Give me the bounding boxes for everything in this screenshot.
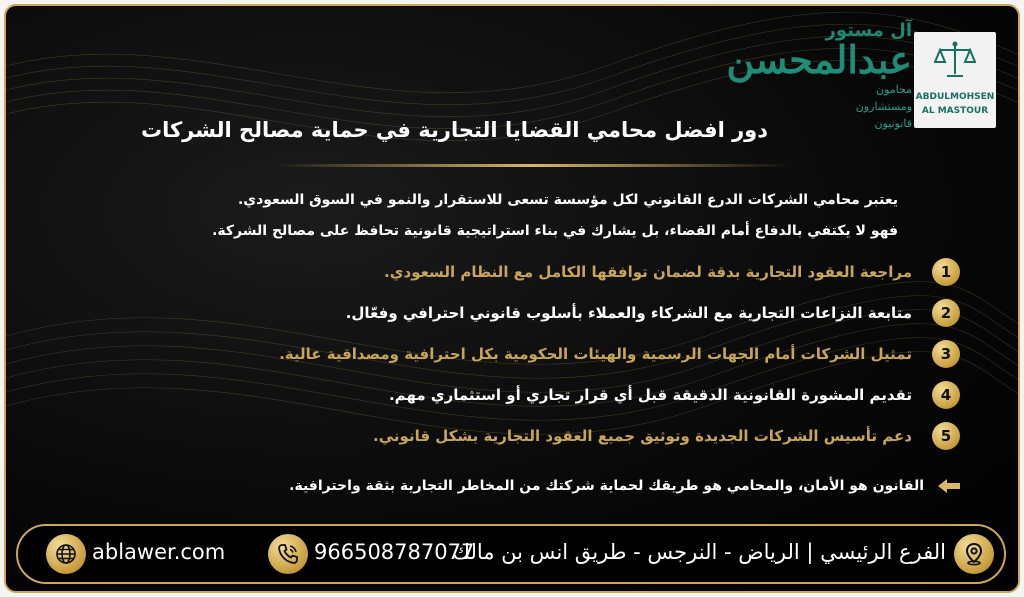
page-title: دور افضل محامي القضايا التجارية في حماية مصالح الشركات [140, 118, 768, 142]
item-number-badge: 2 [932, 299, 960, 327]
phone-number[interactable]: 966508787077 [314, 540, 475, 564]
intro-line-1: يعتبر محامي الشركات الدرع القانوني لكل مؤسسة تسعى للاستقرار والنمو في السوق السعودي. [237, 192, 898, 208]
firm-logo [726, 18, 1000, 130]
title-divider [272, 164, 792, 167]
poster [4, 4, 1020, 593]
logo-english [914, 90, 996, 118]
logo-arabic-sub-2: ومستشارون [855, 100, 912, 113]
logo-english-2: AL MASTOUR [921, 106, 989, 116]
closing-text: القانون هو الأمان، والمحامي هو طريقك لحماية شركتك من المخاطر التجارية بثقة واحترافية. [289, 478, 924, 494]
item-number-badge: 4 [932, 381, 960, 409]
logo-arabic-top: آل مستور [825, 20, 912, 41]
list-item-2 [346, 298, 960, 328]
list-item-1 [384, 257, 960, 287]
scales-of-justice-icon [934, 40, 976, 80]
item-text: مراجعة العقود التجارية بدقة لضمان توافقها الكامل مع النظام السعودي. [384, 263, 912, 281]
arrow-left-icon [938, 478, 960, 494]
logo-arabic-name: عبدالمحسن [726, 37, 912, 82]
logo-arabic-sub-1: محامون [876, 83, 912, 96]
logo-english-1: ABDULMOHSEN [915, 92, 995, 102]
logo-arabic-sub-3: قانونيون [874, 117, 912, 130]
branch-address: الفرع الرئيسي | الرياض - النرجس - طريق انس بن مالك [452, 540, 946, 564]
location-pin-icon [954, 534, 994, 574]
logo-emblem [914, 32, 996, 128]
list-item-4 [389, 380, 960, 410]
website-link[interactable]: ablawer.com [92, 540, 226, 564]
phone-icon [268, 534, 308, 574]
closing-statement [289, 474, 960, 498]
item-number-badge: 1 [932, 258, 960, 286]
globe-icon [46, 534, 86, 574]
item-text: دعم تأسيس الشركات الجديدة وتوثيق جميع العقود التجارية بشكل قانوني. [373, 427, 912, 445]
intro-line-2: فهو لا يكتفي بالدفاع أمام القضاء، بل يشارك في بناء استراتيجية قانونية تحافظ على مصالح الشركة. [212, 223, 898, 239]
contact-footer [16, 524, 1006, 584]
item-number-badge: 5 [932, 422, 960, 450]
item-text: تمثيل الشركات أمام الجهات الرسمية والهيئات الحكومية بكل احترافية ومصداقية عالية. [279, 345, 912, 363]
list-item-5 [373, 421, 960, 451]
item-text: تقديم المشورة القانونية الدقيقة قبل أي قرار تجاري أو استثماري مهم. [388, 386, 912, 404]
logo-arabic [726, 20, 912, 130]
item-number-badge: 3 [932, 340, 960, 368]
item-text: متابعة النزاعات التجارية مع الشركاء والعملاء بأسلوب قانوني احترافي وفعّال. [345, 304, 912, 322]
list-item-3 [279, 339, 960, 369]
